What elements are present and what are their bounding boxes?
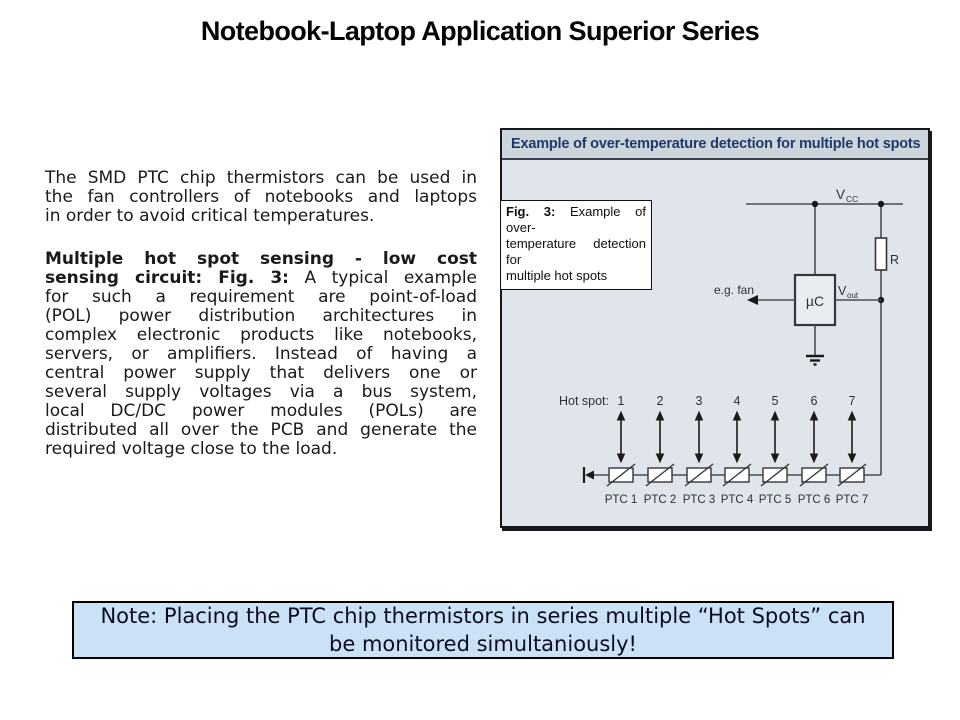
hot-spot-number: 5 <box>771 394 779 408</box>
bold-heading: sensing circuit: Fig. 3: <box>45 268 289 288</box>
hot-spot-number: 1 <box>617 394 625 408</box>
ptc-label: PTC 1 <box>604 494 638 506</box>
text-line: required voltage close to the load. <box>45 439 338 459</box>
resistor-label: R <box>890 253 900 267</box>
vcc-label-subscript: CC <box>846 194 859 204</box>
caption-text: Example of over- <box>506 204 646 235</box>
text-line: central power supply that delivers one or <box>45 363 477 383</box>
vout-label: V <box>838 284 847 298</box>
double-arrow <box>618 412 856 462</box>
circuit-diagram <box>502 130 928 524</box>
text-line: complex electronic products like notebooks, <box>45 325 477 345</box>
mcu-label: µC <box>805 293 825 309</box>
text-line: the fan controllers of notebooks and laptops <box>45 187 477 207</box>
text-line: distributed all over the PCB and generate the <box>45 420 477 440</box>
bold-heading: Multiple hot spot sensing - low cost <box>45 249 477 269</box>
hot-spot-number: 3 <box>695 394 703 408</box>
hot-spot-number: 6 <box>810 394 818 408</box>
hot-spot-number: 7 <box>848 394 856 408</box>
left-terminal-arrowhead <box>585 471 594 480</box>
text-line <box>45 250 477 269</box>
resistor-symbol <box>876 238 887 270</box>
figure-caption <box>500 200 652 290</box>
caption-figure-number: Fig. 3: <box>506 204 556 219</box>
text-line: in order to avoid critical temperatures. <box>45 206 375 226</box>
vcc-label: V <box>836 187 846 202</box>
figure-panel <box>500 128 930 528</box>
caption-line: temperature detection for <box>506 236 646 267</box>
hot-spot-number: 2 <box>656 394 664 408</box>
caption-line: multiple hot spots <box>506 268 608 283</box>
body-text <box>45 169 477 459</box>
hot-spot-number: 4 <box>733 394 741 408</box>
ptc-label: PTC 7 <box>835 494 869 506</box>
node-dot <box>878 201 884 207</box>
text-line: servers, or amplifiers. Instead of having a <box>45 344 477 364</box>
caption-line <box>506 204 646 236</box>
text-line: several supply voltages via a bus system, <box>45 382 477 402</box>
text-line: local DC/DC power modules (POLs) are <box>45 401 477 421</box>
note-line: Note: Placing the PTC chip thermistors in series multiple “Hot Spots” can <box>100 604 866 628</box>
note-line: be monitored simultaniously! <box>329 632 637 656</box>
ptc-label: PTC 5 <box>758 494 792 506</box>
ptc-label: PTC 4 <box>720 494 754 506</box>
node-dot <box>812 201 818 207</box>
note-box <box>72 601 894 659</box>
figure-panel-header: Example of over-temperature detection for multiple hot spots <box>502 130 928 160</box>
ptc-label: PTC 6 <box>797 494 831 506</box>
vout-label-subscript: out <box>847 291 859 300</box>
text-line <box>45 269 477 288</box>
ptc-label: PTC 2 <box>643 494 677 506</box>
text-line: for such a requirement are point-of-load <box>45 287 477 307</box>
hot-spot-label: Hot spot: <box>558 394 609 408</box>
text-run: A typical example <box>288 268 477 288</box>
text-line: (POL) power distribution architectures in <box>45 306 477 326</box>
paragraph-intro <box>45 169 477 226</box>
page-title: Notebook-Laptop Application Superior Series <box>200 16 760 46</box>
text-line: The SMD PTC chip thermistors can be used in <box>45 168 477 188</box>
ptc-label: PTC 3 <box>682 494 716 506</box>
paragraph-multiple-hot-spot <box>45 250 477 459</box>
fan-label: e.g. fan <box>714 283 755 297</box>
